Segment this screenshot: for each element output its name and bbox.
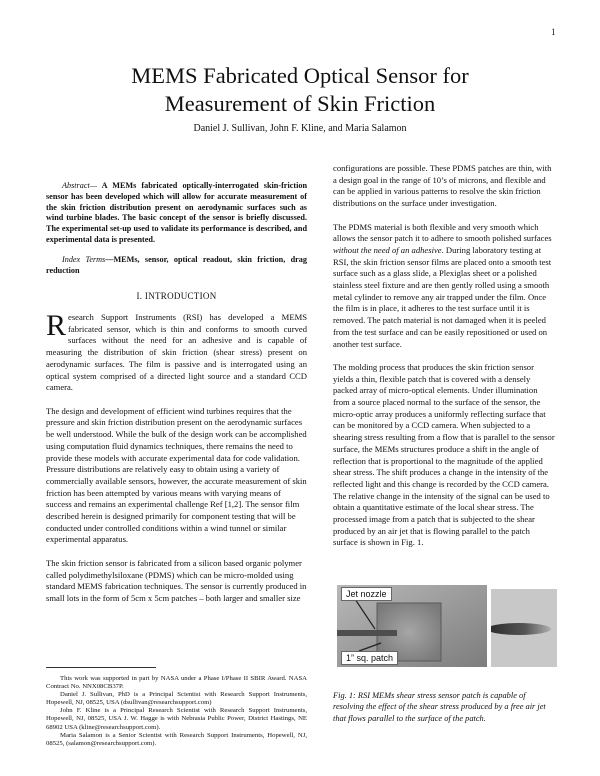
- abstract-label: Abstract—: [62, 181, 98, 190]
- intro-paragraph-1-text: esearch Support Instruments (RSI) has developed a MEMS fabricated sensor, which is thin and conforms to smooth curved surfaces without the need for an adhesive and is capable of measuring the distribution of skin friction (shear stress) present on aerodynamic surfaces. The film is passive and is interrogated using an optical system comprised of a directed light source and a standard CCD camera.: [46, 312, 307, 393]
- body-paragraph-2-text-b: . During laboratory testing at RSI, the skin friction sensor films are placed onto a smooth test surface such as a glass slide, a Plexiglas sheet or a polished stainless steel fixture and are then gently rolled using a smooth metal cylinder to remove any air trapped under the film. Once the film is in place, it adheres to the test surface until it is removed. The patch material is not damaged when it is peeled from the test surface and can be easily repositioned or used on another test surface.: [333, 244, 552, 349]
- body-paragraph-2-emphasis: without the need of an adhesive: [333, 244, 442, 255]
- footnote-sullivan: Daniel J. Sullivan, PhD is a Principal Scientist with Research Support Instruments, Hopewell, NJ, 08525, USA (dsullivan@researchsupport.com): [46, 691, 307, 707]
- body-paragraph-2: [333, 222, 555, 351]
- intro-paragraph-1: [46, 309, 307, 394]
- drop-cap: R: [46, 309, 67, 343]
- figure-caption: Fig. 1: RSI MEMs shear stress sensor patch is capable of resolving the effect of the shear stress produced by a free air jet that flows parallel to the surface of the patch.: [333, 691, 546, 723]
- body-paragraph-3: The molding process that produces the skin friction sensor yields a thin, flexible patch that is covered with a densely packed array of micro-optical elements. Under illumination from a source placed normal to the surface of the sensor, the micro-optic array produces a uniformly reflecting surface that can be monitored by a CCD camera. When subjected to a shearing stress resulting from a flow that is parallel to the sensor surface, the MEMs structures produce a shift in the angle of reflection that is proportional to the magnitude of the applied shear stress. The shift produces a change in the intensity of the reflected light and this change is recorded by the CCD camera. The relative change in the intensity of the signal can be used to obtain a quantitative estimate of the local shear stress. The processed image from a patch that is subjected to the shear produced by an air jet that is flowing parallel to the patch surface is shown in Fig. 1.: [333, 361, 555, 548]
- processed-image-graphic: [491, 589, 557, 667]
- footnote-kline: John F. Kline is a Principal Research Scientist with Research Support Instruments, Hopewell, NJ, 08525, USA J. W. Hagge is with Nebrasia Public Power, District Hastings, NE 68902 USA (kline@researchsupport.com).: [46, 707, 307, 731]
- index-terms: [46, 255, 307, 277]
- abstract-text: A MEMs fabricated optically-interrogated skin-friction sensor has been developed which will allow for accurate measurement of the skin friction distribution present on aerodynamic surfaces such as wind turbine blades. The basic concept of the sensor is briefly discussed. The experimental set-up used to validate its performance is described, and experimental data is presented.: [46, 181, 307, 244]
- footnote-rule: [46, 667, 156, 668]
- title-line-1: MEMS Fabricated Optical Sensor for: [131, 63, 469, 88]
- intro-paragraph-3: The skin friction sensor is fabricated from a silicon based organic polymer called polydimethylsiloxane (PDMS) which can be micro-molded using standard MEMS fabrication techniques. The sensor is currently produced in small lots in the form of 5cm x 5cm patches – both larger and smaller size: [46, 557, 307, 603]
- processed-image: [491, 589, 557, 667]
- figure-1: [337, 585, 557, 667]
- footnotes: [46, 675, 307, 748]
- jet-nozzle-label: Jet nozzle: [341, 587, 392, 601]
- page-number: 1: [551, 27, 556, 37]
- footnote-funding: This work was supported in part by NASA under a Phase I/Phase II SBIR Award. NASA Contract No. NNX08CB37P.: [46, 675, 307, 691]
- jet-nozzle-tube: [337, 630, 397, 636]
- intro-paragraph-2: The design and development of efficient wind turbines requires that the pressure and skin friction distribution present on the aerodynamic surfaces be well understood. While the bulk of the design work can be accomplished using computation fluid dynamics techniques, there remains the need to provide these models with accurate experimental data for code validation. Pressure distributions are relatively easy to obtain using a variety of commercially available sensors, however, the accurate measurement of skin friction has been attempted by various means with varying means of success and remains an experimental challenge Ref [1,2]. The sensor film described herein is designed primarily for component testing that will be conducted under controlled conditions within a wind tunnel or similar experimental apparatus.: [46, 405, 307, 545]
- index-terms-label: Index Terms: [62, 254, 106, 264]
- index-terms-text: —MEMs, sensor, optical readout, skin friction, drag reduction: [46, 254, 307, 275]
- section-heading: I. INTRODUCTION: [136, 291, 217, 302]
- body-paragraph-1: configurations are possible. These PDMS patches are thin, with a design goal in the range of 10’s of microns, and flexible and can be applied in various patterns to resolve the skin friction distributions on the surface under investigation.: [333, 163, 552, 209]
- paper-title: [60, 62, 540, 118]
- right-column: [333, 163, 555, 549]
- sensor-photo: [337, 585, 487, 667]
- left-column: [46, 181, 307, 605]
- abstract: [46, 181, 307, 246]
- footnote-salamon: Maria Salamon is a Senior Scientist with Research Support Instruments, Hopewell, NJ, 08525, (salamon@researchsupport.com).: [46, 731, 307, 747]
- patch-label: 1” sq. patch: [341, 651, 398, 665]
- authors: Daniel J. Sullivan, John F. Kline, and Maria Salamon: [193, 123, 407, 134]
- body-paragraph-2-text-a: The PDMS material is both flexible and very smooth which allows the sensor patch it to adhere to smooth polished surfaces: [333, 221, 552, 244]
- title-line-2: Measurement of Skin Friction: [164, 91, 436, 116]
